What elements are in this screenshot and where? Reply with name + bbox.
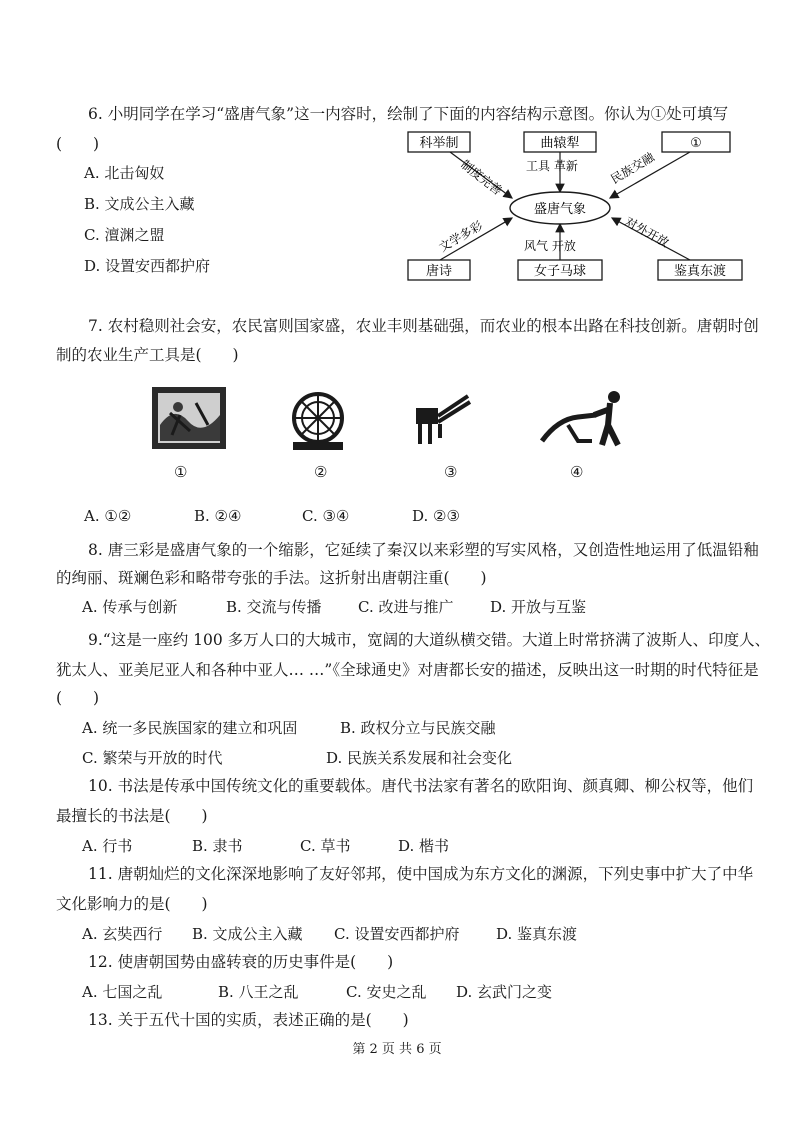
q9-option-d[interactable]: D. 民族关系发展和社会变化	[326, 749, 513, 767]
q9-option-c[interactable]: C. 繁荣与开放的时代	[82, 749, 223, 767]
box-top-right-label: ①	[690, 136, 702, 151]
page-footer: 第 2 页 共 6 页	[352, 1042, 442, 1057]
box-bottom-right-label: 鉴真东渡	[673, 264, 727, 279]
q6-option-a[interactable]: A. 北击匈奴	[84, 164, 165, 182]
box-top-middle-label: 曲辕犁	[540, 136, 580, 151]
q11-option-d[interactable]: D. 鉴真东渡	[496, 925, 578, 943]
q11-stem-line2: 文化影响力的是( )	[56, 895, 208, 913]
q7-image-2-waterwheel	[285, 390, 351, 454]
q10-option-a[interactable]: A. 行书	[82, 837, 133, 855]
q12-option-a[interactable]: A. 七国之乱	[82, 983, 163, 1001]
q6-option-c[interactable]: C. 澶渊之盟	[84, 226, 165, 244]
link-top-middle-label: 工具 革新	[526, 159, 578, 173]
q6-stem-line2: ( )	[56, 135, 100, 153]
link-bottom-right-label: 对外开放	[622, 214, 672, 250]
q8-option-b[interactable]: B. 交流与传播	[226, 598, 322, 616]
q8-option-a[interactable]: A. 传承与创新	[82, 598, 178, 616]
q9-stem-line3: ( )	[56, 689, 100, 707]
q13-stem: 13. 关于五代十国的实质，表述正确的是( )	[88, 1011, 409, 1029]
q6-option-d[interactable]: D. 设置安西都护府	[84, 257, 211, 275]
box-top-left-label: 科举制	[419, 136, 459, 151]
q11-option-c[interactable]: C. 设置安西都护府	[334, 925, 460, 943]
q8-stem-line2: 的绚丽、斑斓色彩和略带夸张的手法。这折射出唐朝注重( )	[56, 569, 487, 587]
q7-stem-line1: 7. 农村稳则社会安，农民富则国家盛，农业丰则基础强，而农业的根本出路在科技创新。唐朝时创	[88, 317, 759, 335]
q11-option-a[interactable]: A. 玄奘西行	[82, 925, 163, 943]
q8-option-c[interactable]: C. 改进与推广	[358, 598, 454, 616]
link-top-right-label: 民族交融	[608, 149, 657, 187]
q11-stem-line1: 11. 唐朝灿烂的文化深深地影响了友好邻邦，使中国成为东方文化的渊源，下列史事中扩大了中华	[88, 865, 754, 883]
q9-stem-line1: 9.“这是一座约 100 多万人口的大城市，宽阔的大道纵横交错。大道上时常挤满了波斯人、印度人、	[88, 631, 771, 649]
q11-option-b[interactable]: B. 文成公主入藏	[192, 925, 303, 943]
q12-option-b[interactable]: B. 八王之乱	[218, 983, 299, 1001]
q9-stem-line2: 犹太人、亚美尼亚人和各种中亚人… …”《全球通史》对唐都长安的描述，反映出这一时期的时代特征是	[56, 661, 759, 679]
link-bottom-middle-label: 风气 开放	[524, 239, 576, 253]
q7-option-b[interactable]: B. ②④	[194, 507, 242, 525]
q7-option-d[interactable]: D. ②③	[412, 507, 460, 525]
q10-stem-line1: 10. 书法是传承中国传统文化的重要载体。唐代书法家有著名的欧阳询、颜真卿、柳公权等，他们	[88, 777, 754, 795]
link-bottom-left-label: 文学多彩	[436, 218, 486, 255]
link-top-left-label: 制度完善	[458, 157, 505, 198]
box-bottom-left-label: 唐诗	[425, 264, 453, 279]
q9-option-b[interactable]: B. 政权分立与民族交融	[340, 719, 496, 737]
q12-stem: 12. 使唐朝国势由盛转衰的历史事件是( )	[88, 953, 394, 971]
q6-structure-diagram	[400, 126, 760, 286]
q6-option-b[interactable]: B. 文成公主入藏	[84, 195, 195, 213]
q12-option-d[interactable]: D. 玄武门之变	[456, 983, 553, 1001]
q10-stem-line2: 最擅长的书法是( )	[56, 807, 208, 825]
q7-option-c[interactable]: C. ③④	[302, 507, 350, 525]
q9-option-a[interactable]: A. 统一多民族国家的建立和巩固	[82, 719, 298, 737]
q7-stem-line2: 制的农业生产工具是( )	[56, 346, 239, 364]
q7-image-label-2: ②	[314, 463, 328, 481]
box-bottom-middle-label: 女子马球	[533, 264, 587, 279]
q6-stem-line1: 6. 小明同学在学习“盛唐气象”这一内容时，绘制了下面的内容结构示意图。你认为①处可填写	[88, 105, 729, 123]
q7-option-a[interactable]: A. ①②	[84, 507, 132, 525]
q10-option-c[interactable]: C. 草书	[300, 837, 351, 855]
q10-option-b[interactable]: B. 隶书	[192, 837, 243, 855]
q7-image-label-3: ③	[444, 463, 458, 481]
q7-image-label-1: ①	[174, 463, 188, 481]
q12-option-c[interactable]: C. 安史之乱	[346, 983, 427, 1001]
center-label: 盛唐气象	[533, 202, 587, 217]
q7-image-3-seed-drill	[410, 388, 476, 450]
q7-image-label-4: ④	[570, 463, 584, 481]
q7-image-4-curved-plow	[538, 385, 634, 451]
q8-option-d[interactable]: D. 开放与互鉴	[490, 598, 587, 616]
q8-stem-line1: 8. 唐三彩是盛唐气象的一个缩影，它延续了秦汉以来彩塑的写实风格，又创造性地运用了低温铅釉	[88, 541, 759, 559]
q7-image-1-farming-scene	[150, 385, 228, 453]
q10-option-d[interactable]: D. 楷书	[398, 837, 450, 855]
